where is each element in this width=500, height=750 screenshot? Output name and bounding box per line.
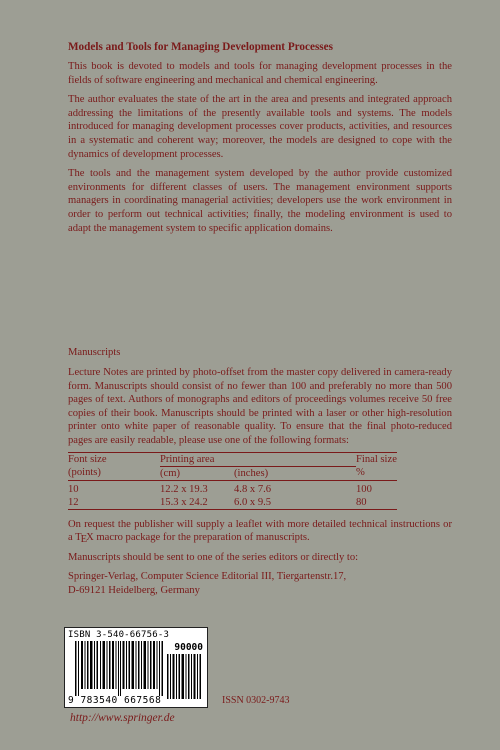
book-title: Models and Tools for Managing Development Processes (68, 41, 333, 53)
header-printing-area: Printing area (160, 452, 234, 466)
description-paragraph: The tools and the management system developed by the author provide customized environments for different classes of users. The management environment supports managers in coordinating managerial activities; developers use the work environment in order to perform out technical activities; finally, the modeling environment is used to adapt the management system to specific application domains. (68, 168, 452, 234)
header-font-size: Font size (68, 452, 160, 466)
manuscripts-section (68, 346, 452, 598)
table-row: 12 15.3 x 24.2 6.0 x 9.5 80 (68, 496, 397, 510)
format-table (68, 452, 397, 510)
isbn-label: ISBN 3-540-66756-3 (68, 630, 170, 640)
price-addon-label: 90000 (174, 642, 203, 653)
isbn-barcode (64, 627, 208, 708)
address-line: Springer-Verlag, Computer Science Editorial III, Tiergartenstr.17, (68, 571, 347, 583)
barcode-digits: 9 783540 667568 (68, 695, 162, 706)
manuscripts-heading: Manuscripts (68, 347, 121, 358)
address-line: D-69121 Heidelberg, Germany (68, 584, 200, 596)
description-paragraph: This book is devoted to models and tools for managing development processes in the fields of software engineering and mechanical and chemical engineering. (68, 61, 452, 86)
table-row: 10 12.2 x 19.3 4.8 x 7.6 100 (68, 483, 372, 495)
publisher-url[interactable]: http://www.springer.de (70, 712, 175, 724)
description-paragraph: The author evaluates the state of the art in the area and presents and integrated approach addressing the limitations of the presently available tools and systems. The models introduced for managing development processes cover products, activities, and resources in a systematic and coherent way; moreover, the models are designed to cope with the dynamics of development processes. (68, 94, 452, 160)
send-to-note: Manuscripts should be sent to one of the series editors or directly to: (68, 551, 359, 563)
header-inches: (inches) (234, 466, 356, 480)
header-final-size: Final size (356, 453, 397, 465)
header-cm: (cm) (160, 466, 234, 480)
issn-label: ISSN 0302-9743 (222, 695, 290, 706)
manuscripts-intro: Lecture Notes are printed by photo-offset from the master copy delivered in camera-ready form. Manuscripts should consist of no fewer than 100 and preferably no more than 500 pages of text. Authors of monographs and editors of proceedings volumes receive 50 free copies of their book. Manuscripts should be printed with a laser or other high-resolution printer onto white paper of reasonable quality. To ensure that the final photo-reduced pages are easily readable, please use one of the following formats: (68, 367, 452, 446)
book-description (68, 40, 452, 241)
leaflet-note: On request the publisher will supply a leaflet with more detailed technical instructions or a TEX macro package for the preparation of manuscripts. (68, 518, 452, 546)
header-percent: % (356, 466, 397, 480)
header-points: (points) (68, 466, 160, 480)
